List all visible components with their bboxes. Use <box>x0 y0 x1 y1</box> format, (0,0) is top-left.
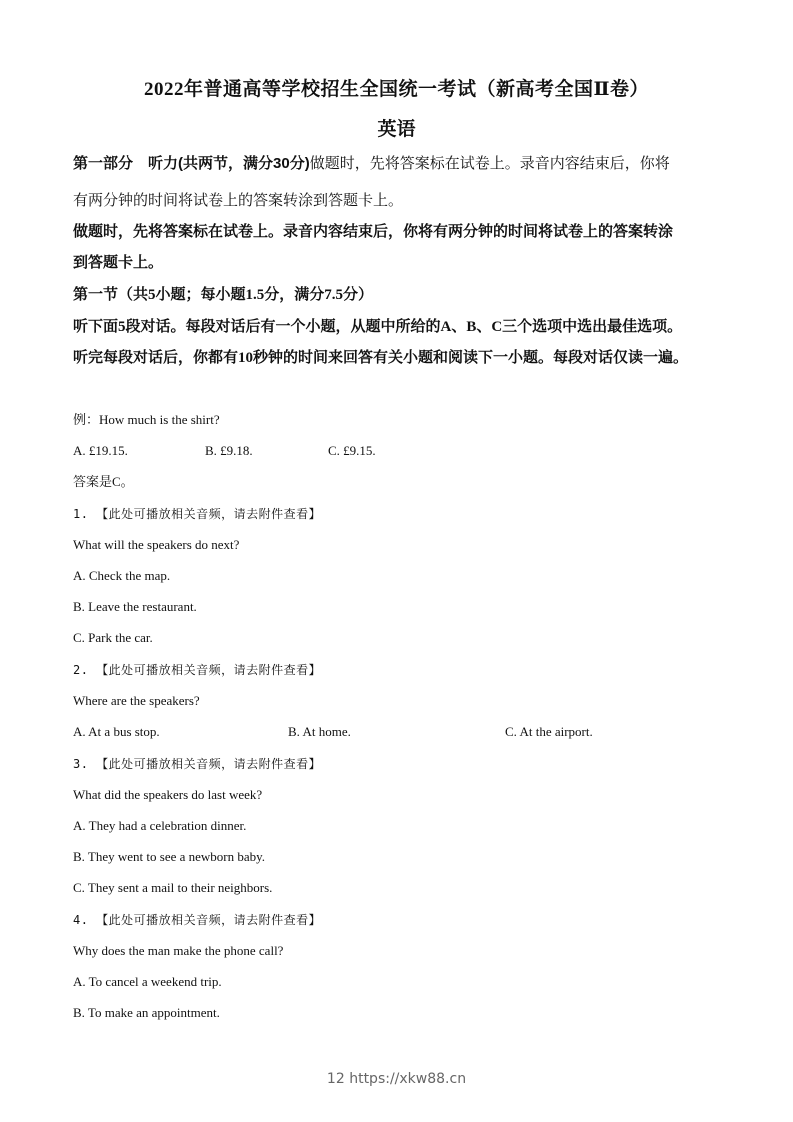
example-option-c: C. £9.15. <box>328 443 376 458</box>
question-4-text: Why does the man make the phone call? <box>73 943 284 958</box>
q3-option-a: A. They had a celebration dinner. <box>73 818 247 833</box>
exam-title: 2022年普通高等学校招生全国统一考试（新高考全国Ⅱ卷） <box>143 79 649 100</box>
q1-option-a: A. Check the map. <box>73 568 171 583</box>
part-label: 第一部分 听力 <box>73 156 179 172</box>
part-points: (共两节，满分30分) <box>178 155 310 172</box>
part-note-line2: 有两分钟的时间将试卷上的答案转涂到答题卡上。 <box>73 193 404 209</box>
q2-option-c: C. At the airport. <box>505 724 593 739</box>
q2-option-b: B. At home. <box>288 724 351 739</box>
bold-note-line2: 到答题卡上。 <box>73 255 164 271</box>
example-answer: 答案是C。 <box>73 474 134 489</box>
q3-option-c: C. They sent a mail to their neighbors. <box>73 880 273 895</box>
part-one-header <box>73 154 725 174</box>
footer-url[interactable]: https://xkw88.cn <box>349 1071 467 1087</box>
section-one-heading: 第一节（共5小题；每小题1.5分，满分7.5分） <box>73 287 374 303</box>
q2-option-a: A. At a bus stop. <box>73 724 160 739</box>
audio-placeholder-q3[interactable]: 3. 【此处可播放相关音频，请去附件查看】 <box>73 757 322 771</box>
page-footer <box>0 1071 793 1087</box>
subject-heading: 英语 <box>377 119 416 140</box>
example-option-a: A. £19.15. <box>73 443 128 458</box>
question-2-text: Where are the speakers? <box>73 693 200 708</box>
example-question: 例：How much is the shirt? <box>73 412 220 427</box>
q4-option-a: A. To cancel a weekend trip. <box>73 974 222 989</box>
question-1-text: What will the speakers do next? <box>73 537 240 552</box>
audio-placeholder-q1[interactable]: 1. 【此处可播放相关音频，请去附件查看】 <box>73 507 322 521</box>
audio-placeholder-q2[interactable]: 2. 【此处可播放相关音频，请去附件查看】 <box>73 663 322 677</box>
question-3-text: What did the speakers do last week? <box>73 787 263 802</box>
audio-placeholder-q4[interactable]: 4. 【此处可播放相关音频，请去附件查看】 <box>73 913 322 927</box>
example-option-b: B. £9.18. <box>205 443 253 458</box>
page-number: 12 <box>326 1071 345 1087</box>
directions-line1: 听下面5段对话。每段对话后有一个小题，从题中所给的A、B、C三个选项中选出最佳选项。 <box>73 319 683 335</box>
q4-option-b: B. To make an appointment. <box>73 1005 220 1020</box>
bold-note-line1: 做题时，先将答案标在试卷上。录音内容结束后，你将有两分钟的时间将试卷上的答案转涂 <box>73 224 674 240</box>
q1-option-c: C. Park the car. <box>73 630 153 645</box>
part-note-line1: 做题时，先将答案标在试卷上。录音内容结束后，你将 <box>309 156 670 172</box>
directions-line2: 听完每段对话后，你都有10秒钟的时间来回答有关小题和阅读下一小题。每段对话仅读一遍。 <box>73 350 689 366</box>
q3-option-b: B. They went to see a newborn baby. <box>73 849 266 864</box>
q1-option-b: B. Leave the restaurant. <box>73 599 197 614</box>
